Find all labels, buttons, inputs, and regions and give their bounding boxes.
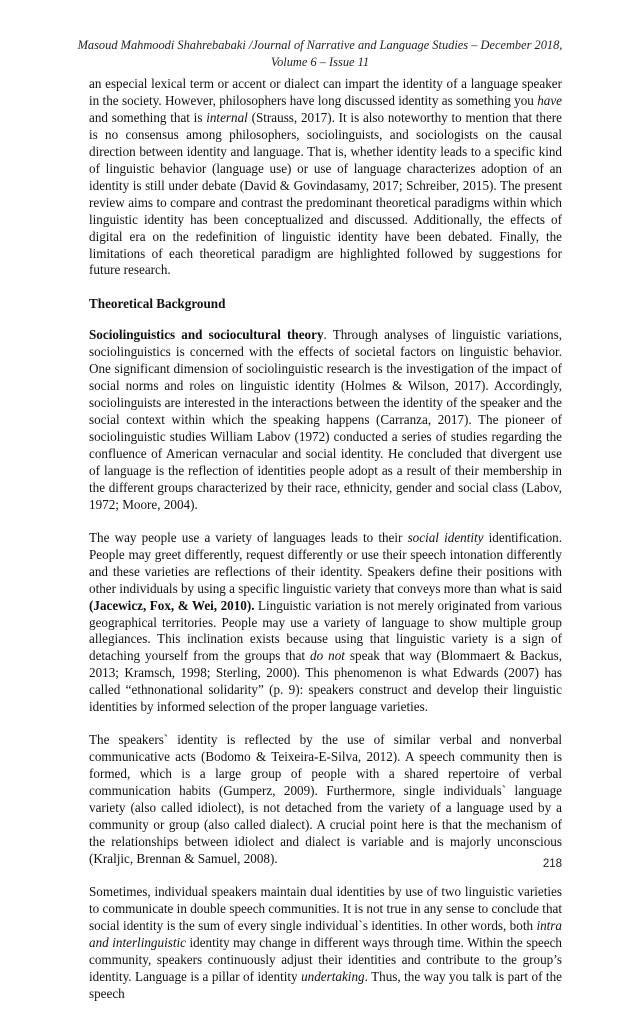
text-run: The speakers` identity is reflected by the use of similar verbal and nonverbal communicative acts (Bodomo & Teixeira-E-Silva, 2012). A speech community then is formed, which is a large group of people with a shared repertoire of verbal communication habits (Gumperz, 2009). Furthermore, single individuals` language variety (also called idiolect), is not detached from the variety of a language used by a community or group (also called dialect). A crucial point here is that the mechanism of the relationships between idiolect and dialect is variable and is majorly unconscious (Kraljic, Brennan & Samuel, 2008). — [89, 732, 562, 867]
paragraph-intro-continued — [89, 76, 562, 279]
italic-run: do not — [310, 648, 345, 664]
bold-citation: (Jacewicz, Fox, & Wei, 2010). — [89, 597, 255, 613]
article-body — [89, 76, 562, 1019]
header-line-2: Volume 6 – Issue 11 — [270, 55, 370, 69]
bold-run-in-heading: Sociolinguistics and sociocultural theory — [89, 327, 324, 343]
italic-run: have — [537, 92, 562, 108]
section-heading: Theoretical Background — [89, 295, 226, 311]
text-run: . Through analyses of linguistic variations, sociolinguistics is concerned with the effects of societal factors on linguistic behavior. One significant dimension of sociolinguistic research is the investigation of the impact of social norms and roles on linguistic identity (Holmes & Wilson, 2017). Accordingly, sociolinguists are interested in the interactions between the identity of the speaker and the social context within which the speaking happens (Carranza, 2017). The pioneer of sociolinguistic studies William Labov (1972) conducted a series of studies regarding the confluence of American vernacular and social identity. He concluded that divergent use of language is the reflection of identities people adopt as a result of their membership in the different groups characterized by their race, ethnicity, gender and social class (Labov, 1972; Moore, 2004). — [89, 327, 562, 512]
text-run: Sometimes, individual speakers maintain dual identities by use of two linguistic varieties to communicate in double speech communities. It is not true in any sense to conclude that social identity is the sum of every single individual`s identities. In other words, both — [89, 884, 562, 934]
paragraph-speech-community — [89, 732, 562, 868]
paragraph-sociolinguistics — [89, 327, 562, 513]
text-run: and something that is — [89, 109, 207, 125]
text-run: identification. People may greet differently, request differently or use their speech intonation differently and these varieties are reflections of their identity. Speakers define their positions with other individuals by using a specific linguistic variety that conveys more than what is said — [89, 529, 563, 596]
text-run: an especial lexical term or accent or dialect can impart the identity of a language speaker in the society. However, philosophers have long discussed identity as something you — [89, 76, 562, 108]
text-run: Linguistic variation is not merely originated from various geographical territories. People may use a variety of language to show multiple group allegiances. This inclination exists because using that linguistic variety is a sign of detaching yourself from the groups that — [89, 597, 562, 664]
text-run: (Strauss, 2017). It is also noteworthy to mention that there is no consensus among philosophers, sociolinguists, and sociologists on the causal direction between identity and language. That is, whether identity leads to a specific kind of linguistic behavior (language use) or use of language characterizes adoption of an identity is still under debate (David & Govindasamy, 2017; Schreiber, 2015). The present review aims to compare and contrast the predominant theoretical paradigms within which linguistic identity has been conceptualized and discussed. Additionally, the effects of digital era on the redefinition of linguistic identity have been debated. Finally, the limitations of each theoretical paradigm are highlighted followed by suggestions for future research. — [89, 109, 562, 278]
page-number: 218 — [542, 858, 562, 870]
italic-run: social identity — [407, 529, 484, 545]
text-run: . Thus, the way you talk is part of the speech — [89, 969, 562, 1001]
italic-run: internal — [206, 109, 248, 125]
italic-run: intra and interlinguistic — [89, 918, 562, 951]
text-run: identity may change in different ways through time. Within the speech community, speakers continuously adjust their identities and contribute to the group’s identity. Language is a pillar of identity — [89, 935, 562, 984]
text-run: speak that way (Blommaert & Backus, 2013; Kramsch, 1998; Sterling, 2000). This phenomenon is what Edwards (2007) has called “ethnonational solidarity” (p. 9): speakers construct and develop their linguistic identities by informed selection of the proper language varieties. — [89, 648, 562, 715]
header-line-1: Masoud Mahmoodi Shahrebabaki /Journal of Narrative and Language Studies – December 2018, — [77, 38, 563, 52]
paragraph-social-identity — [89, 530, 562, 716]
running-header — [70, 37, 570, 71]
text-run: The way people use a variety of languages leads to their — [89, 529, 408, 545]
paragraph-dual-identities — [89, 884, 562, 1003]
italic-run: undertaking — [301, 969, 365, 984]
